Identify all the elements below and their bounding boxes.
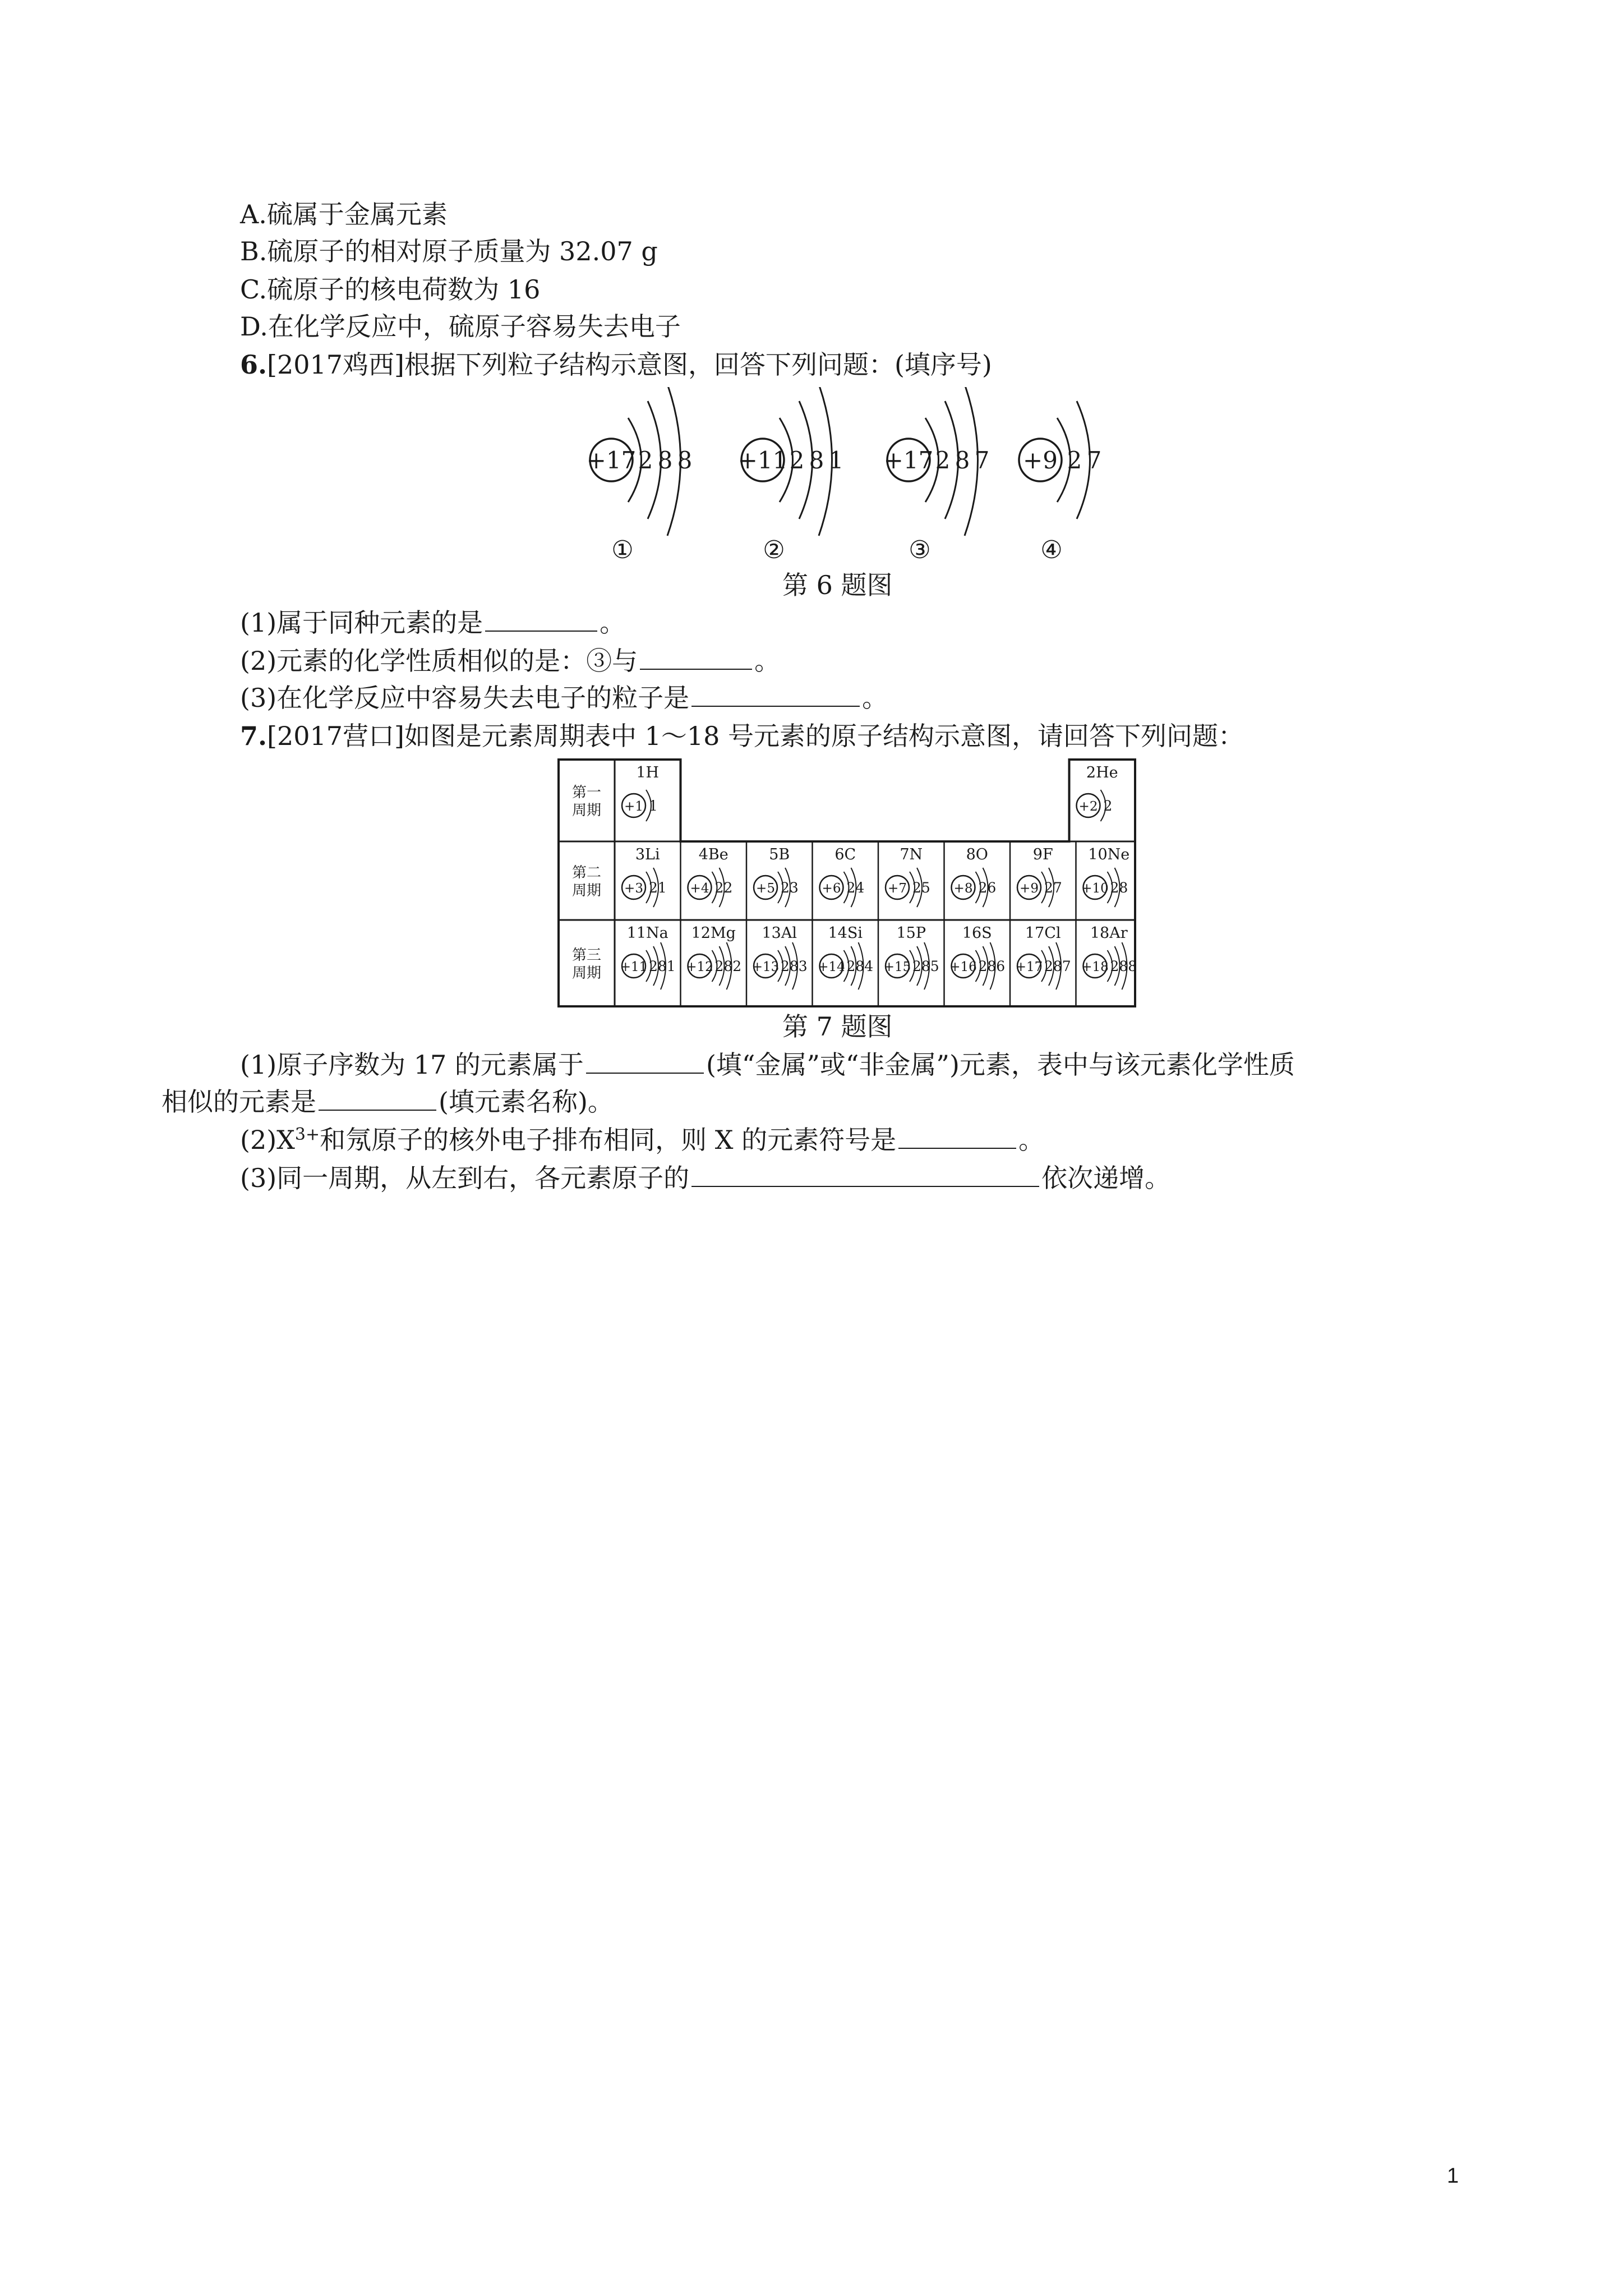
nucleus-charge: +4	[690, 881, 709, 896]
nucleus-charge: +1	[624, 799, 643, 814]
shell-electron-counts: 28	[1110, 880, 1128, 896]
shell-electron-count: 2	[935, 447, 951, 474]
nucleus-charge: +8	[953, 881, 973, 896]
shell-electron-counts: 283	[781, 958, 808, 974]
question-6-sub2-blank[interactable]	[640, 644, 752, 670]
nucleus-charge: +17	[883, 447, 934, 474]
particle-4	[1019, 401, 1101, 564]
element-cell-18Ar	[1081, 924, 1137, 990]
question-6-sub3-text: (3)在化学反应中容易失去电子的粒子是	[240, 683, 690, 713]
element-label: 11Na	[626, 924, 668, 942]
question-7-sub2-end: 。	[1018, 1125, 1045, 1155]
option-a: A.硫属于金属元素	[240, 199, 448, 229]
option-c: C.硫原子的核电荷数为 16	[240, 274, 541, 305]
period-label: 周期	[571, 965, 602, 982]
nucleus-charge: +6	[822, 881, 841, 896]
question-6-caption: 第 6 题图	[782, 570, 893, 600]
question-6-text: [2017鸡西]根据下列粒子结构示意图，回答下列问题：(填序号)	[267, 349, 992, 380]
shell-electron-counts: 27	[1044, 880, 1062, 896]
question-6-sub1	[240, 606, 625, 639]
question-6-sub2-text: (2)元素的化学性质相似的是：③与	[240, 646, 638, 676]
period-label: 第三	[571, 947, 602, 964]
shell-electron-counts: 287	[1044, 958, 1071, 974]
shell-electron-counts: 21	[649, 880, 667, 896]
question-7-sub3-text: (3)同一周期，从左到右，各元素原子的	[240, 1163, 690, 1193]
shell-electron-count: 2	[638, 447, 653, 474]
shell-electron-counts: 26	[978, 880, 997, 896]
element-cell-8O	[952, 846, 997, 907]
nucleus-charge: +14	[818, 960, 845, 974]
question-7-sub1-hint: (填“金属”或“非金属”)元素，表中与该元素化学性质	[706, 1050, 1295, 1080]
element-label: 7N	[900, 846, 923, 863]
question-7-sub1-line1	[240, 1048, 1295, 1082]
particle-2	[738, 387, 844, 564]
nucleus-charge: +3	[624, 881, 643, 896]
shell-electron-counts: 285	[912, 958, 939, 974]
element-cell-1H	[622, 764, 659, 821]
shell-electron-count: 8	[677, 447, 693, 474]
shell-electron-counts: 2	[1103, 798, 1113, 814]
element-cell-3Li	[622, 846, 667, 907]
shell-electron-counts: 1	[649, 798, 658, 814]
nucleus-charge: +12	[686, 960, 713, 974]
element-cell-2He	[1077, 764, 1118, 821]
periodic-table-diagram	[555, 756, 1138, 1010]
question-7-sub1-blank-1[interactable]	[586, 1048, 704, 1074]
element-cell-10Ne	[1081, 846, 1129, 907]
question-6-sub1-blank[interactable]	[485, 606, 597, 632]
shell-electron-counts: 23	[781, 880, 799, 896]
element-label: 3Li	[635, 846, 660, 863]
period-label: 第一	[571, 784, 602, 801]
nucleus-charge: +15	[883, 960, 911, 974]
particle-label: ②	[763, 536, 785, 564]
page-number: 1	[1447, 2164, 1459, 2188]
nucleus-charge: +11	[737, 447, 788, 474]
element-label: 1H	[636, 764, 660, 781]
particle-label: ①	[611, 536, 634, 564]
question-7-sub2-blank[interactable]	[898, 1123, 1016, 1149]
shell-electron-counts: 24	[846, 880, 865, 896]
question-7-sub3	[240, 1161, 1170, 1195]
option-b: B.硫原子的相对原子质量为 32.07 g	[240, 236, 658, 266]
question-7-sub1-blank-2[interactable]	[319, 1085, 436, 1111]
nucleus-charge: +16	[949, 960, 977, 974]
question-7-sub1-line2	[162, 1085, 614, 1119]
shell-electron-count: 8	[955, 447, 970, 474]
element-cell-12Mg	[686, 924, 741, 990]
element-label: 6C	[834, 846, 856, 863]
element-cell-4Be	[688, 846, 733, 907]
element-label: 14Si	[828, 924, 863, 942]
nucleus-charge: +18	[1081, 960, 1109, 974]
question-6-sub3-end: 。	[862, 683, 888, 713]
particle-label: ③	[909, 536, 931, 564]
element-cell-16S	[949, 924, 1005, 990]
element-cell-7N	[886, 846, 930, 907]
question-6-sub1-end: 。	[600, 608, 626, 638]
element-cell-13Al	[752, 924, 808, 990]
question-6-number: 6.	[240, 349, 268, 380]
question-7-sub1-text-2: 相似的元素是	[162, 1087, 316, 1117]
particle-label: ④	[1040, 536, 1063, 564]
element-cell-11Na	[620, 924, 676, 990]
nucleus-charge: +17	[586, 447, 637, 474]
element-cell-15P	[884, 924, 939, 990]
question-7-sub2-charge: 3+	[294, 1125, 320, 1144]
nucleus-charge: +13	[751, 960, 780, 974]
element-label: 16S	[962, 924, 992, 942]
nucleus-charge: +7	[888, 881, 907, 896]
question-6-sub1-text: (1)属于同种元素的是	[240, 608, 483, 638]
nucleus-charge: +9	[1023, 447, 1058, 474]
element-label: 18Ar	[1090, 924, 1128, 942]
particle-1	[587, 387, 693, 564]
element-label: 17Cl	[1025, 924, 1061, 942]
question-6-sub3-blank[interactable]	[691, 681, 860, 707]
question-6-sub2-end: 。	[754, 646, 781, 676]
element-label: 8O	[966, 846, 988, 863]
element-cell-5B	[754, 846, 799, 907]
period-label: 周期	[571, 802, 602, 819]
shell-electron-count: 8	[809, 447, 824, 474]
shell-electron-counts: 282	[714, 958, 742, 974]
shell-electron-count: 8	[657, 447, 673, 474]
question-7-sub3-blank[interactable]	[691, 1161, 1039, 1187]
element-label: 10Ne	[1088, 846, 1130, 863]
shell-electron-count: 1	[828, 447, 844, 474]
shell-electron-count: 7	[974, 447, 990, 474]
element-label: 4Be	[698, 846, 728, 863]
question-7-sub1-end: (填元素名称)。	[439, 1087, 614, 1117]
question-7-sub2	[240, 1123, 1044, 1157]
element-cell-6C	[820, 846, 865, 907]
question-7-stem	[240, 719, 1244, 753]
shell-electron-counts: 284	[846, 958, 874, 974]
element-label: 15P	[896, 924, 926, 942]
question-7-sub2-text: (2)X	[240, 1125, 295, 1155]
shell-electron-count: 2	[1067, 447, 1082, 474]
shell-electron-count: 2	[789, 447, 805, 474]
nucleus-charge: +11	[620, 960, 648, 974]
element-label: 5B	[769, 846, 790, 863]
particle-3	[884, 387, 990, 564]
question-7-sub1-text: (1)原子序数为 17 的元素属于	[240, 1050, 584, 1080]
question-6-sub2	[240, 644, 780, 678]
element-label: 9F	[1032, 846, 1053, 863]
nucleus-charge: +9	[1020, 881, 1039, 896]
nucleus-charge: +10	[1081, 881, 1109, 896]
shell-electron-counts: 281	[649, 958, 676, 974]
question-6-stem	[240, 348, 992, 381]
period-label: 第二	[571, 864, 602, 881]
periodic-table-svg	[555, 756, 1138, 1010]
element-cell-9F	[1017, 846, 1062, 907]
period-label: 周期	[571, 882, 602, 899]
shell-electron-counts: 22	[714, 880, 733, 896]
shell-electron-counts: 288	[1110, 958, 1137, 974]
nucleus-charge: +5	[756, 881, 775, 896]
nucleus-charge: +2	[1078, 799, 1098, 814]
element-label: 13Al	[762, 924, 797, 942]
question-7-sub3-end: 依次递增。	[1041, 1163, 1171, 1193]
element-cell-17Cl	[1016, 924, 1071, 990]
option-d: D.在化学反应中，硫原子容易失去电子	[240, 311, 681, 342]
question-7-caption: 第 7 题图	[782, 1011, 893, 1042]
question-7-sub2-text-2: 和氖原子的核外电子排布相同，则 X 的元素符号是	[320, 1125, 897, 1155]
question-7-text: [2017营口]如图是元素周期表中 1～18 号元素的原子结构示意图，请回答下列问题：	[267, 721, 1244, 751]
shell-electron-count: 7	[1086, 447, 1102, 474]
question-6-particle-diagrams	[575, 387, 1136, 572]
nucleus-charge: +17	[1015, 960, 1043, 974]
element-cell-14Si	[818, 924, 873, 990]
shell-electron-counts: 25	[912, 880, 930, 896]
element-label: 2He	[1086, 764, 1118, 781]
question-6-sub3	[240, 681, 888, 715]
shell-electron-counts: 286	[978, 958, 1006, 974]
question-7-number: 7.	[240, 721, 268, 751]
element-label: 12Mg	[691, 924, 736, 942]
